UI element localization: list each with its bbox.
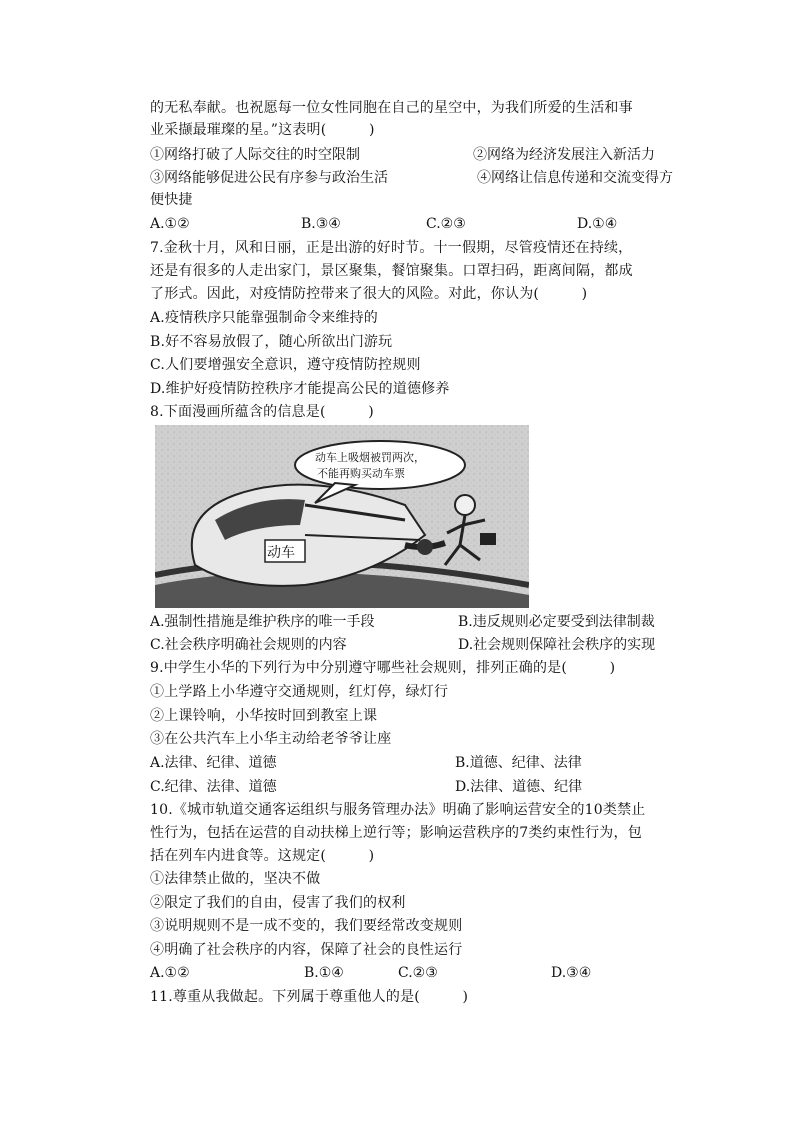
q10-choice-a: A.①② [150, 965, 190, 981]
bubble-line-2: 不能再购买动车票 [317, 467, 405, 480]
q10-item-1: ①法律禁止做的，坚决不做 [150, 871, 321, 887]
q10-item-3: ③说明规则不是一成不变的，我们要经常改变规则 [150, 918, 463, 934]
text-line: 便快捷 [150, 192, 193, 208]
q6-choice-b: B.③④ [301, 216, 341, 232]
text-line: 括在列车内进食等。这规定( ) [150, 848, 375, 864]
q8-choice-d: D.社会规则保障社会秩序的实现 [458, 637, 656, 653]
bubble-line-1: 动车上吸烟被罚两次， [315, 451, 425, 464]
q6-option-4: ④网络让信息传递和交流变得方 [477, 170, 673, 186]
question-8: 8.下面漫画所蕴含的信息是( ) [150, 404, 374, 420]
question-11: 11.尊重从我做起。下列属于尊重他人的是( ) [150, 989, 469, 1005]
q10-item-2: ②限定了我们的自由，侵害了我们的权利 [150, 895, 406, 911]
q6-option-3: ③网络能够促进公民有序参与政治生活 [150, 170, 388, 186]
q9-item-3: ③在公共汽车上小华主动给老爷爷让座 [150, 731, 392, 747]
q10-choice-c: C.②③ [398, 965, 438, 981]
q10-item-4: ④明确了社会秩序的内容，保障了社会的良性运行 [150, 942, 463, 958]
q7-choice-b: B.好不容易放假了，随心所欲出门游玩 [150, 334, 393, 350]
q6-choice-a: A.①② [150, 216, 190, 232]
q9-item-2: ②上课铃响，小华按时回到教室上课 [150, 708, 378, 724]
q7-choice-c: C.人们要增强安全意识，遵守疫情防控规则 [150, 357, 421, 373]
question-7: 7.金秋十月，风和日丽，正是出游的好时节。十一假期，尽管疫情还在持续， [150, 240, 633, 256]
q6-option-1: ①网络打破了人际交往的时空限制 [150, 147, 360, 163]
text-line: 了形式。因此，对疫情防控带来了很大的风险。对此，你认为( ) [150, 286, 588, 302]
q9-choice-a: A.法律、纪律、道德 [150, 755, 277, 771]
q6-choice-d: D.①④ [577, 216, 618, 232]
question-9: 9.中学生小华的下列行为中分别遵守哪些社会规则，排列正确的是( ) [150, 660, 616, 676]
q9-item-1: ①上学路上小华遵守交通规则，红灯停，绿灯行 [150, 684, 449, 700]
q10-choice-d: D.③④ [551, 965, 592, 981]
q7-choice-d: D.维护好疫情防控秩序才能提高公民的道德修养 [150, 381, 450, 397]
q6-choice-c: C.②③ [426, 216, 466, 232]
q9-choice-b: B.道德、纪律、法律 [455, 755, 582, 771]
q8-choice-a: A.强制性措施是维护秩序的唯一手段 [150, 614, 375, 630]
train-label: 动车 [267, 545, 295, 561]
q10-choice-b: B.①④ [304, 965, 344, 981]
q6-option-2: ②网络为经济发展注入新活力 [473, 147, 655, 163]
text-line: 性行为，包括在运营的自动扶梯上逆行等；影响运营秩序的7类约束性行为，包 [150, 825, 642, 841]
q9-choice-c: C.纪律、法律、道德 [150, 779, 277, 795]
q8-choice-b: B.违反规则必定要受到法律制裁 [458, 614, 655, 630]
text-line: 的无私奉献。也祝愿每一位女性同胞在自己的星空中，为我们所爱的生活和事 [150, 100, 633, 116]
q8-choice-c: C.社会秩序明确社会规则的内容 [150, 637, 347, 653]
q7-choice-a: A.疫情秩序只能靠强制命令来维持的 [150, 310, 378, 326]
text-line: 还是有很多的人走出家门，景区聚集，餐馆聚集。口罩扫码，距离间隔，都成 [150, 263, 633, 279]
text-line: 业采撷最璀璨的星。”这表明( ) [150, 122, 375, 138]
q9-choice-d: D.法律、道德、纪律 [455, 779, 583, 795]
train-cartoon-image [155, 425, 529, 608]
question-10: 10.《城市轨道交通客运组织与服务管理办法》明确了影响运营安全的10类禁止 [150, 802, 646, 818]
